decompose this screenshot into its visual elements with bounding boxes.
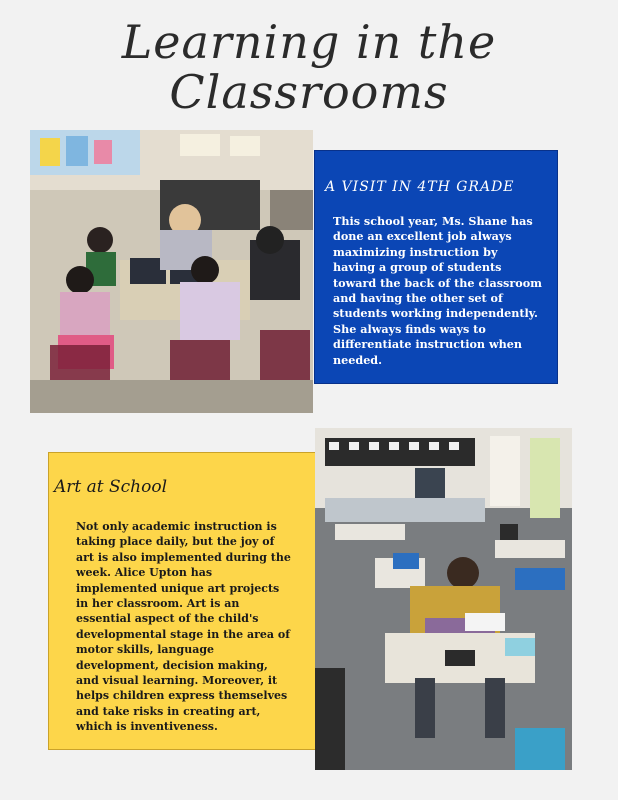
visit-heading: A VISIT IN 4TH GRADE — [325, 179, 515, 195]
classroom-illustration — [30, 130, 313, 413]
art-at-school-card — [48, 452, 316, 750]
art-classroom-illustration — [315, 428, 572, 770]
art-body: Not only academic instruction is taking place daily, but the joy of art is also implemented during the week. Alice Upton has implemented unique art projects in her classroom. Art is an essential aspect of the child's developmental stage in the area of motor skills, language development, decision making, and visual learning. Moreover, it helps children express themselves and take risks in creating art, which is inventiveness. — [76, 520, 291, 734]
visit-body: This school year, Ms. Shane has done an excellent job always maximizing instruction by having a group of students toward the back of the classroom and having the other set of students working independently. She always finds ways to differentiate instruction when needed. — [333, 214, 543, 367]
visit-4th-grade-card — [314, 150, 558, 384]
page-title-line-1: Learning in the — [121, 15, 497, 69]
art-heading: Art at School — [54, 477, 168, 497]
classroom-photo-art — [315, 428, 572, 770]
classroom-photo-4th-grade — [30, 130, 313, 413]
page-title-line-2: Classrooms — [169, 65, 449, 119]
